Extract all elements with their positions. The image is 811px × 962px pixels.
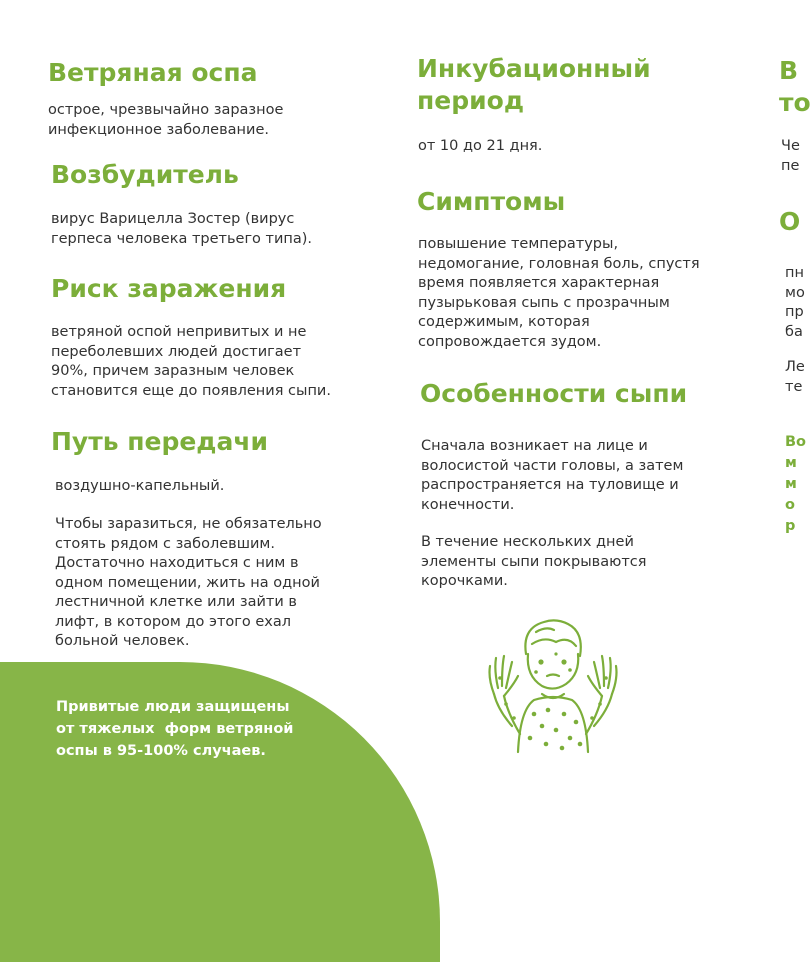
vaccinated-note: Привитые люди защищены от тяжелых форм ветряной оспы в 95-100% случаев. <box>56 699 294 759</box>
col3-title: В то <box>779 56 811 117</box>
rash-title: Особенности сыпи <box>420 379 688 408</box>
child-with-rash-icon <box>484 614 624 754</box>
risk-text: ветряной оспой непривитых и не переболевших людей достигает 90%, причем заразным человек становится еще до появления сыпи. <box>51 324 331 399</box>
symptoms-text: повышение температуры, недомогание, головная боль, спустя время появляется характерная пузырьковая сыпь с прозрачным содержимым, которая сопровождается зудом. <box>418 236 700 350</box>
rash-text-1: Сначала возникает на лице и волосистой части головы, а затем распространяется на туловище и конечности. <box>421 438 684 513</box>
incubation-title: Инкубационный период <box>417 54 651 115</box>
col3-text-3: Ле те <box>785 359 805 395</box>
col3-text-1: Че пе <box>781 138 800 174</box>
transmission-text-details: Чтобы заразиться, не обязательно стоять рядом с заболевшим. Достаточно находиться с ним в одном помещении, жить на одной лестничной клетке или зайти в лифт, в котором до этого ехал больной человек. <box>55 516 322 649</box>
pathogen-text: вирус Варицелла Зостер (вирус герпеса человека третьего типа). <box>51 211 313 247</box>
pathogen-title: Возбудитель <box>51 160 239 189</box>
chickenpox-title: Ветряная оспа <box>48 58 258 87</box>
chickenpox-text: острое, чрезвычайно заразное инфекционное заболевание. <box>48 102 284 138</box>
rash-text-2: В течение нескольких дней элементы сыпи покрываются корочками. <box>421 534 647 589</box>
col3-bold-note: Во м м о р <box>785 434 807 534</box>
transmission-title: Путь передачи <box>51 427 269 456</box>
symptoms-title: Симптомы <box>417 187 566 216</box>
incubation-text: от 10 до 21 дня. <box>418 138 543 154</box>
transmission-text-short: воздушно-капельный. <box>55 478 225 494</box>
risk-title: Риск заражения <box>51 274 287 303</box>
col3-title-2: О <box>779 207 801 236</box>
col3-text-2: пн мо пр ба <box>785 265 805 340</box>
